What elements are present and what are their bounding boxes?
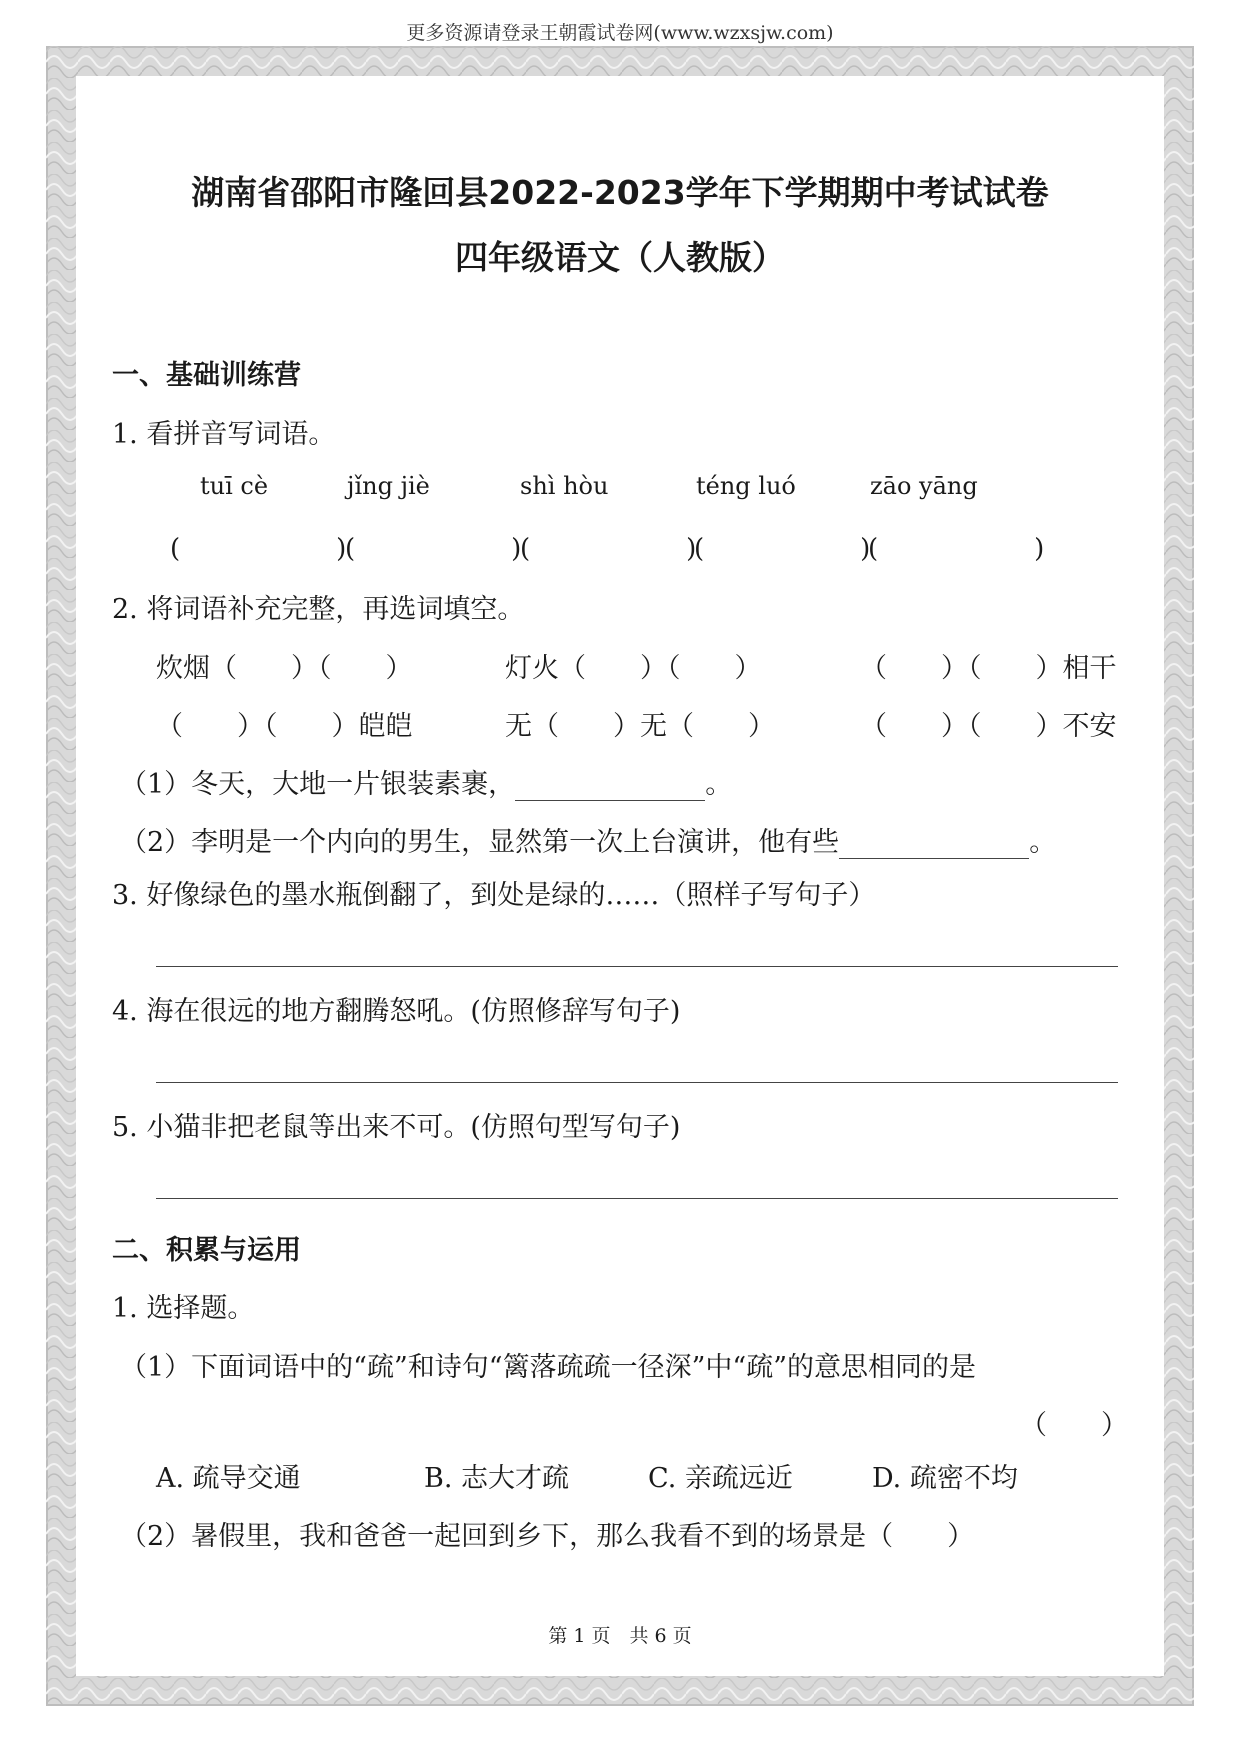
question-2-label: 2. 将词语补充完整，再选词填空。 [112, 594, 525, 625]
answer-bracket-4[interactable]: ( ) [694, 534, 871, 564]
question-5-label: 5. 小猫非把老鼠等出来不可。(仿照句型写句子) [112, 1112, 681, 1143]
choice-sub-1: （1）下面词语中的“疏”和诗句“篱落疏疏一径深”中“疏”的意思相同的是 [120, 1352, 976, 1383]
source-banner: 更多资源请登录王朝霞试卷网(www.wzxsjw.com) [406, 22, 834, 44]
answer-bracket-1[interactable]: ( ) [170, 534, 347, 564]
fill-sentence-1-end: 。 [705, 769, 733, 800]
pinyin-item-1: tuī cè [200, 472, 269, 500]
option-c[interactable]: C. 亲疏远近 [648, 1463, 793, 1494]
fill-sentence-1 [120, 762, 732, 801]
exam-title: 湖南省邵阳市隆回县2022-2023学年下学期期中考试试卷 [191, 173, 1049, 212]
answer-line-q4[interactable] [156, 1082, 1118, 1083]
answer-line-q5[interactable] [156, 1198, 1118, 1199]
idiom-fill-6[interactable]: （ ）（ ）不安 [860, 711, 1117, 742]
fill-blank-1[interactable] [515, 769, 705, 801]
answer-bracket-3[interactable]: ( ) [520, 534, 697, 564]
option-d[interactable]: D. 疏密不均 [872, 1463, 1018, 1494]
pinyin-item-5: zāo yāng [870, 472, 978, 500]
choice-sub-2: （2）暑假里，我和爸爸一起回到乡下，那么我看不到的场景是（ ） [120, 1521, 975, 1552]
pinyin-item-2: jǐng jiè [347, 472, 430, 500]
choice-sub-1-answer[interactable]: （ ） [1020, 1410, 1128, 1441]
fill-sentence-1-text: （1）冬天，大地一片银装素裹， [120, 769, 516, 800]
fill-blank-2[interactable] [839, 827, 1029, 859]
idiom-fill-5[interactable]: 无（ ）无（ ） [505, 711, 775, 742]
fill-sentence-2-text: （2）李明是一个内向的男生，显然第一次上台演讲，他有些 [120, 827, 840, 858]
pinyin-item-4: téng luó [696, 472, 796, 500]
pinyin-item-3: shì hòu [520, 472, 609, 500]
idiom-fill-4[interactable]: （ ）（ ）皑皑 [156, 711, 413, 742]
option-a[interactable]: A. 疏导交通 [156, 1463, 301, 1494]
question-3-label: 3. 好像绿色的墨水瓶倒翻了，到处是绿的……（照样子写句子） [112, 880, 876, 911]
answer-bracket-5[interactable]: ( ) [868, 534, 1045, 564]
fill-sentence-2 [120, 820, 1056, 859]
section-heading-basics: 一、基础训练营 [112, 360, 301, 391]
question-1-label: 1. 看拼音写词语。 [112, 419, 336, 450]
answer-bracket-2[interactable]: ( ) [345, 534, 522, 564]
idiom-fill-3[interactable]: （ ）（ ）相干 [860, 653, 1117, 684]
fill-sentence-2-end: 。 [1029, 827, 1057, 858]
question-4-label: 4. 海在很远的地方翻腾怒吼。(仿照修辞写句子) [112, 996, 681, 1027]
answer-line-q3[interactable] [156, 966, 1118, 967]
section-heading-accumulation: 二、积累与运用 [112, 1235, 301, 1266]
choice-question-label: 1. 选择题。 [112, 1293, 255, 1324]
page-number: 第 1 页 共 6 页 [548, 1625, 692, 1647]
idiom-fill-1[interactable]: 炊烟（ ）（ ） [156, 653, 413, 684]
option-b[interactable]: B. 志大才疏 [424, 1463, 570, 1494]
exam-subtitle: 四年级语文（人教版） [455, 238, 785, 277]
idiom-fill-2[interactable]: 灯火（ ）（ ） [505, 653, 762, 684]
